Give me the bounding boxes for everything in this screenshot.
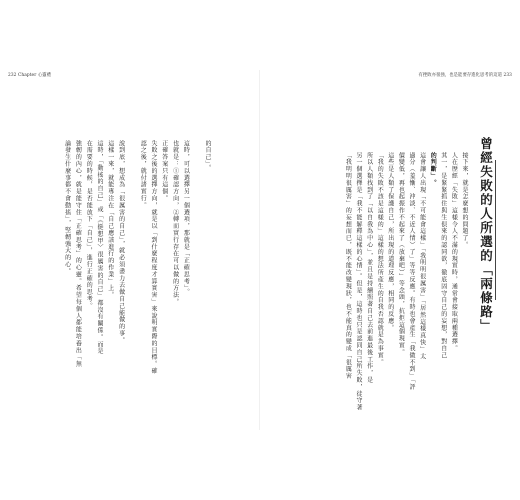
text-column: 說到底，想成為「很厲害的自己」，就必須盡力去做自己能做的事。 [117,140,125,344]
text-column: 另一個選擇是「我不能解釋這樣的心情」。但是，這時也只是認同自己所失敗，徒守著 [355,152,362,412]
left-page [4,70,260,430]
text-column: 的判斷」。 [429,152,437,187]
text-column: 「我明明很厲害」的妄想而已，既不能改變現狀，也不能真的變成「很厲害 [344,152,352,380]
text-column: 所以人類找到了「以自我為中心」，並且是持續照著自己去前進最後工作，是 [365,152,373,384]
text-column: 這時，「動搖的自己」或「《挺想甲〉很厲害的自己」都沒有關係。而是 [96,140,103,355]
text-column: 人在歷經「失敗」這樣令人不滿的現實時，通常會接取兩種選擇。 [450,152,458,353]
text-column: 其一，是緊緊抓住與生俱來的認同欲，徹底固守自己的妄想，對自己 [439,152,447,359]
text-column: 這時，可以選擇另一個選項，那就是「正確思考」。 [182,140,190,296]
text-column: 過分（羞慚、沖淡、不近人情）了」等等反應。有時也會產生「我做不到」「評 [408,152,415,391]
text-column: 失敗之後的選擇方向，就是以「到什麼程度才算實害」來說明實際的目標。確 [150,140,157,375]
text-column: 這些是人類了保護自己，所出現的道理反應，相同的反應。 [386,152,394,332]
text-column: 論發生什麼事都不會動搖」，堅韌強大的心。 [63,140,71,275]
text-column: 價變低，再也起振作不起來了（放棄吧）」等念頭，抗拒這個現實。 [397,152,405,356]
text-column: 強韌的內心，就是能守住「正確思考」的心靈。希望每個人都能培養出「無 [74,140,82,368]
right-page [260,70,516,430]
text-column: 的自己」。 [204,140,211,172]
left-page-header: 232 Chapter 心靈禮 [8,73,52,78]
text-column: 這樣一來，就能專注在「自己應該進行的作業」上。 [106,140,114,299]
title-rule [495,160,496,300]
text-column: 認之後，就付諸實行。 [139,140,147,209]
right-page-header: 有挫敗亦很強，也是能要存進化思考的這道 233 [418,73,512,78]
text-column: 也就是：①確認方向，②轉而實行存在可以做的方法。 [171,140,179,306]
text-column: 正確答案只有這個。 [160,140,168,203]
text-column: 接下來，就是怎麼想的問題了。 [461,152,468,249]
text-column: 「我的失敗不該是這樣的」這樣的想法所產生的自我否認就是為事實。 [376,152,384,366]
section-title: 曾經失敗的人所選的「兩條路」 [478,137,494,333]
text-column: 在需要的時候，是否能放下「自己」，進行正確的思考。 [85,140,93,310]
text-column: 這會讓人出現「不可能會這樣」「我明明很厲害」「居然這樣真快」太 [418,152,426,360]
